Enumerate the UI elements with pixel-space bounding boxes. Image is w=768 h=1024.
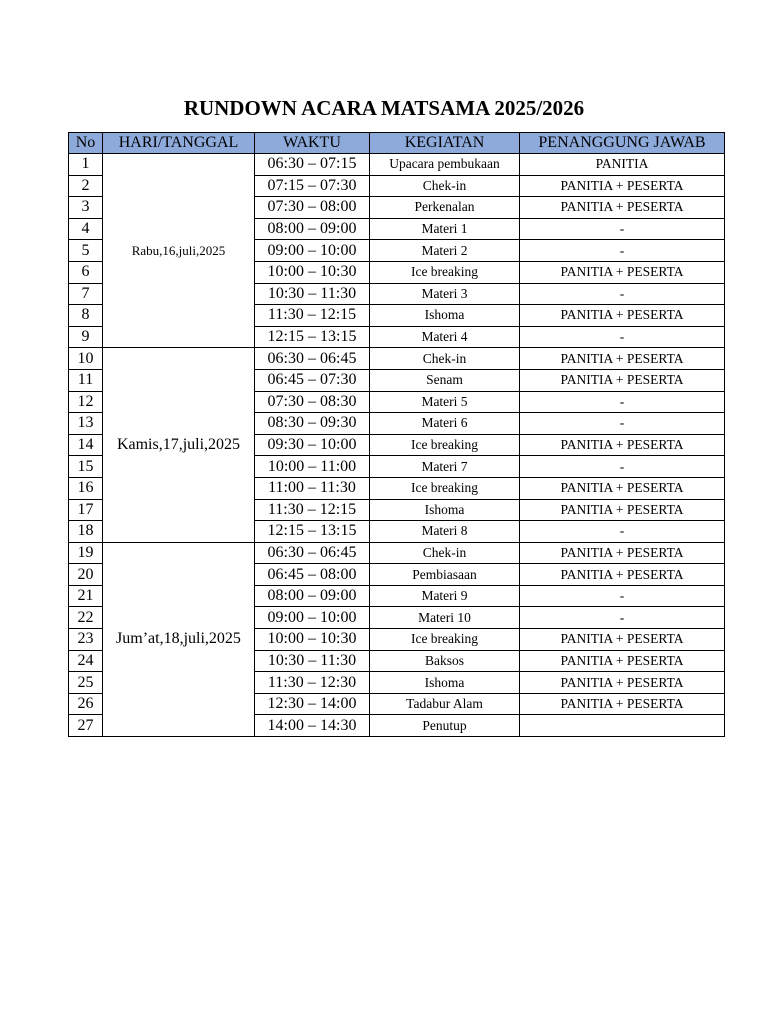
- row-number: 18: [69, 521, 103, 543]
- header-activity: KEGIATAN: [370, 133, 520, 154]
- time-cell: 11:30 – 12:15: [255, 499, 370, 521]
- responsible-cell: PANITIA + PESERTA: [520, 369, 725, 391]
- time-cell: 10:00 – 10:30: [255, 629, 370, 651]
- activity-cell: Ice breaking: [370, 261, 520, 283]
- activity-cell: Materi 1: [370, 218, 520, 240]
- activity-cell: Ice breaking: [370, 629, 520, 651]
- time-cell: 11:30 – 12:15: [255, 305, 370, 327]
- activity-cell: Perkenalan: [370, 197, 520, 219]
- activity-cell: Pembiasaan: [370, 564, 520, 586]
- day-date-cell: Kamis,17,juli,2025: [103, 348, 255, 542]
- time-cell: 11:30 – 12:30: [255, 672, 370, 694]
- time-cell: 08:00 – 09:00: [255, 218, 370, 240]
- row-number: 24: [69, 650, 103, 672]
- header-pic: PENANGGUNG JAWAB: [520, 133, 725, 154]
- row-number: 1: [69, 154, 103, 176]
- responsible-cell: PANITIA + PESERTA: [520, 305, 725, 327]
- time-cell: 10:30 – 11:30: [255, 283, 370, 305]
- row-number: 23: [69, 629, 103, 651]
- activity-cell: Ishoma: [370, 499, 520, 521]
- activity-cell: Materi 9: [370, 585, 520, 607]
- table-header-row: [69, 133, 725, 154]
- responsible-cell: -: [520, 218, 725, 240]
- responsible-cell: PANITIA + PESERTA: [520, 348, 725, 370]
- row-number: 7: [69, 283, 103, 305]
- row-number: 3: [69, 197, 103, 219]
- row-number: 21: [69, 585, 103, 607]
- table-row: [69, 154, 725, 176]
- responsible-cell: -: [520, 240, 725, 262]
- responsible-cell: PANITIA + PESERTA: [520, 197, 725, 219]
- activity-cell: Materi 5: [370, 391, 520, 413]
- responsible-cell: PANITIA + PESERTA: [520, 175, 725, 197]
- time-cell: 09:00 – 10:00: [255, 240, 370, 262]
- activity-cell: Penutup: [370, 715, 520, 737]
- row-number: 19: [69, 542, 103, 564]
- row-number: 6: [69, 261, 103, 283]
- time-cell: 07:30 – 08:00: [255, 197, 370, 219]
- row-number: 10: [69, 348, 103, 370]
- time-cell: 06:45 – 08:00: [255, 564, 370, 586]
- row-number: 14: [69, 434, 103, 456]
- responsible-cell: -: [520, 326, 725, 348]
- responsible-cell: PANITIA + PESERTA: [520, 477, 725, 499]
- responsible-cell: -: [520, 456, 725, 478]
- activity-cell: Materi 6: [370, 413, 520, 435]
- time-cell: 08:00 – 09:00: [255, 585, 370, 607]
- page-title: RUNDOWN ACARA MATSAMA 2025/2026: [183, 96, 585, 120]
- responsible-cell: PANITIA + PESERTA: [520, 650, 725, 672]
- row-number: 25: [69, 672, 103, 694]
- responsible-cell: -: [520, 607, 725, 629]
- row-number: 20: [69, 564, 103, 586]
- row-number: 27: [69, 715, 103, 737]
- responsible-cell: PANITIA + PESERTA: [520, 261, 725, 283]
- time-cell: 07:30 – 08:30: [255, 391, 370, 413]
- time-cell: 14:00 – 14:30: [255, 715, 370, 737]
- rundown-table: [68, 132, 725, 737]
- header-time: WAKTU: [255, 133, 370, 154]
- row-number: 2: [69, 175, 103, 197]
- responsible-cell: [520, 715, 725, 737]
- activity-cell: Senam: [370, 369, 520, 391]
- table-row: [69, 542, 725, 564]
- header-day: HARI/TANGGAL: [103, 133, 255, 154]
- time-cell: 10:00 – 11:00: [255, 456, 370, 478]
- time-cell: 10:00 – 10:30: [255, 261, 370, 283]
- activity-cell: Materi 8: [370, 521, 520, 543]
- row-number: 15: [69, 456, 103, 478]
- row-number: 11: [69, 369, 103, 391]
- activity-cell: Baksos: [370, 650, 520, 672]
- time-cell: 12:30 – 14:00: [255, 693, 370, 715]
- responsible-cell: PANITIA + PESERTA: [520, 629, 725, 651]
- activity-cell: Tadabur Alam: [370, 693, 520, 715]
- day-date-cell: Rabu,16,juli,2025: [103, 154, 255, 348]
- activity-cell: Ice breaking: [370, 477, 520, 499]
- responsible-cell: -: [520, 585, 725, 607]
- activity-cell: Ishoma: [370, 672, 520, 694]
- activity-cell: Materi 7: [370, 456, 520, 478]
- time-cell: 09:00 – 10:00: [255, 607, 370, 629]
- row-number: 4: [69, 218, 103, 240]
- activity-cell: Materi 3: [370, 283, 520, 305]
- time-cell: 06:30 – 06:45: [255, 348, 370, 370]
- time-cell: 06:30 – 06:45: [255, 542, 370, 564]
- responsible-cell: PANITIA + PESERTA: [520, 542, 725, 564]
- row-number: 8: [69, 305, 103, 327]
- activity-cell: Chek-in: [370, 348, 520, 370]
- row-number: 17: [69, 499, 103, 521]
- row-number: 22: [69, 607, 103, 629]
- time-cell: 08:30 – 09:30: [255, 413, 370, 435]
- responsible-cell: PANITIA + PESERTA: [520, 499, 725, 521]
- activity-cell: Chek-in: [370, 542, 520, 564]
- activity-cell: Chek-in: [370, 175, 520, 197]
- header-no: No: [69, 133, 103, 154]
- activity-cell: Ice breaking: [370, 434, 520, 456]
- responsible-cell: PANITIA + PESERTA: [520, 693, 725, 715]
- time-cell: 07:15 – 07:30: [255, 175, 370, 197]
- responsible-cell: PANITIA + PESERTA: [520, 434, 725, 456]
- time-cell: 10:30 – 11:30: [255, 650, 370, 672]
- responsible-cell: PANITIA + PESERTA: [520, 672, 725, 694]
- time-cell: 12:15 – 13:15: [255, 326, 370, 348]
- time-cell: 12:15 – 13:15: [255, 521, 370, 543]
- row-number: 5: [69, 240, 103, 262]
- responsible-cell: -: [520, 521, 725, 543]
- activity-cell: Materi 10: [370, 607, 520, 629]
- activity-cell: Materi 4: [370, 326, 520, 348]
- time-cell: 06:30 – 07:15: [255, 154, 370, 176]
- activity-cell: Materi 2: [370, 240, 520, 262]
- time-cell: 11:00 – 11:30: [255, 477, 370, 499]
- row-number: 16: [69, 477, 103, 499]
- responsible-cell: -: [520, 391, 725, 413]
- responsible-cell: -: [520, 413, 725, 435]
- row-number: 9: [69, 326, 103, 348]
- responsible-cell: PANITIA + PESERTA: [520, 564, 725, 586]
- row-number: 12: [69, 391, 103, 413]
- row-number: 13: [69, 413, 103, 435]
- activity-cell: Upacara pembukaan: [370, 154, 520, 176]
- rundown-body: [69, 154, 725, 737]
- responsible-cell: PANITIA: [520, 154, 725, 176]
- table-row: [69, 348, 725, 370]
- time-cell: 09:30 – 10:00: [255, 434, 370, 456]
- row-number: 26: [69, 693, 103, 715]
- time-cell: 06:45 – 07:30: [255, 369, 370, 391]
- activity-cell: Ishoma: [370, 305, 520, 327]
- responsible-cell: -: [520, 283, 725, 305]
- day-date-cell: Jum’at,18,juli,2025: [103, 542, 255, 736]
